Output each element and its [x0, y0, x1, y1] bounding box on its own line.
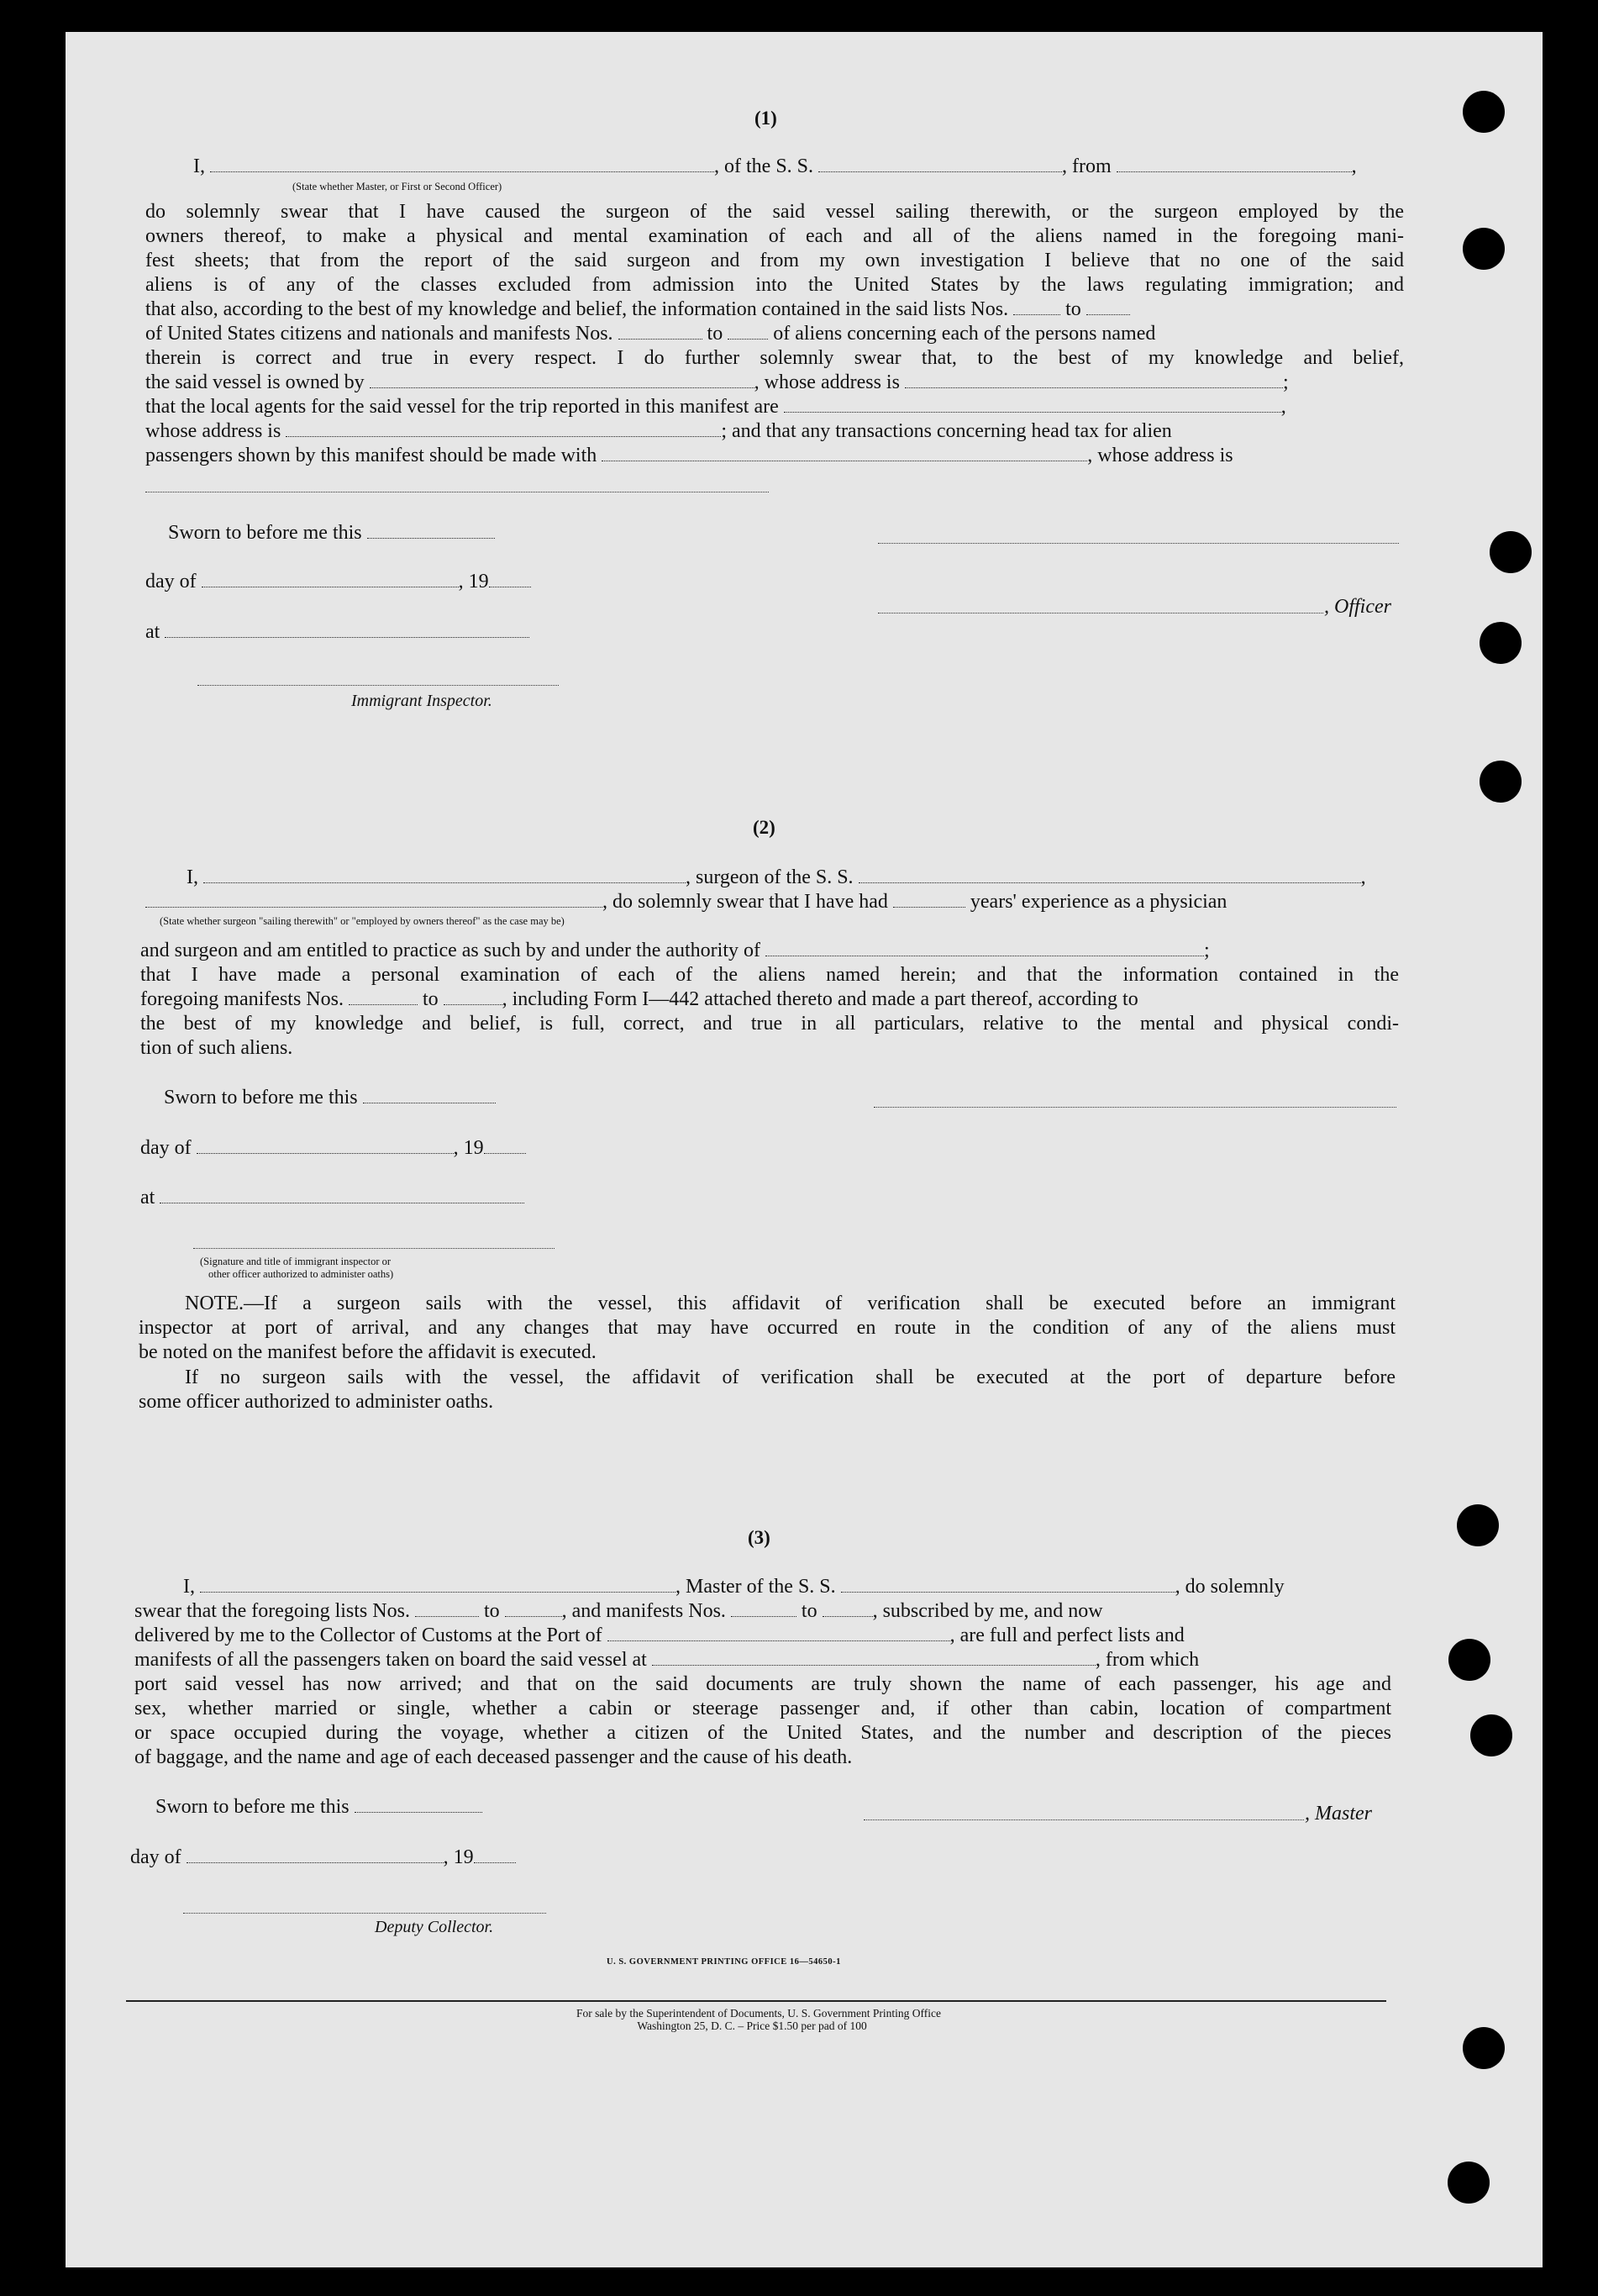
- port-of-arrival-field[interactable]: [607, 1625, 950, 1641]
- punch-hole: [1480, 761, 1522, 803]
- s2-vessel-name-field[interactable]: [859, 866, 1361, 883]
- s1-month-field[interactable]: [202, 571, 459, 587]
- s3-year-field[interactable]: [474, 1846, 516, 1863]
- s2-day: day of , 19: [140, 1136, 526, 1161]
- s3-sworn-day-field[interactable]: [355, 1796, 482, 1813]
- s1-line-5: that also, according to the best of my knowledge and belief, the information contained in the said lists Nos. to: [145, 298, 1130, 322]
- surgeon-name-field[interactable]: [203, 866, 686, 883]
- s1-line-10: whose address is ; and that any transactions concerning head tax for alien: [145, 420, 1172, 442]
- s1-sworn-day-field[interactable]: [367, 522, 495, 539]
- s1-line-11: passengers shown by this manifest should be made with , whose address is: [145, 445, 1233, 466]
- s1-line-3: fest sheets; that from the report of the said surgeon and from my own investigation I believe that no one of the said: [145, 250, 1404, 271]
- s2-signature-note-2: other officer authorized to administer oaths): [208, 1268, 394, 1280]
- s1-rank-note: (State whether Master, or First or Second Officer): [292, 181, 502, 192]
- s2-year-field[interactable]: [484, 1137, 526, 1154]
- s2-official-signature-line[interactable]: [193, 1247, 555, 1249]
- punch-hole: [1463, 228, 1505, 270]
- s3-deputy-collector-label: Deputy Collector.: [375, 1918, 494, 1936]
- section-1-number: (1): [754, 108, 777, 129]
- punch-hole: [1463, 91, 1505, 133]
- s3-vessel-name-field[interactable]: [841, 1576, 1175, 1593]
- s1-officer-signature-line-1[interactable]: [878, 542, 1399, 544]
- s3-line-2: delivered by me to the Collector of Customs at the Port of , are full and perfect lists and: [134, 1625, 1185, 1646]
- agents-address-field[interactable]: [286, 420, 721, 437]
- lists-from-field[interactable]: [1013, 298, 1060, 315]
- manifests-from-field[interactable]: [618, 323, 702, 340]
- s3-sworn: Sworn to before me this: [155, 1795, 482, 1819]
- s3-collector-signature-line[interactable]: [183, 1912, 546, 1914]
- s3-day: day of , 19: [130, 1846, 516, 1870]
- s3-manifests-from-field[interactable]: [731, 1600, 796, 1617]
- s3-line-6: or space occupied during the voyage, whether a citizen of the United States, and the number and description of the pieces: [134, 1722, 1391, 1744]
- s2-status-note: (State whether surgeon "sailing therewith" or "employed by owners thereof" as the case may be): [160, 915, 565, 927]
- s1-line-0: I, , of the S. S. , from ,: [193, 155, 1357, 177]
- s1-officer-label: , Officer: [1324, 596, 1391, 618]
- s2-line-4: foregoing manifests Nos. to , including Form I—442 attached thereto and made a part thereof, according to: [140, 988, 1138, 1010]
- s2-line-6: tion of such aliens.: [140, 1037, 293, 1059]
- s2-manifests-from-field[interactable]: [349, 988, 418, 1005]
- vessel-owner-field[interactable]: [370, 371, 754, 388]
- s2-note-line-2: inspector at port of arrival, and any changes that may have occurred en route in the condition of any of the aliens must: [139, 1317, 1396, 1339]
- s2-surgeon-signature-line[interactable]: [874, 1106, 1396, 1108]
- punch-hole: [1448, 2162, 1490, 2204]
- head-tax-contact-field[interactable]: [602, 445, 1087, 461]
- footer-rule: [126, 2000, 1386, 2002]
- s3-lists-to-field[interactable]: [505, 1600, 562, 1617]
- s1-officer-signature-line-2[interactable]: [878, 612, 1323, 613]
- section-2-number: (2): [753, 817, 775, 838]
- licensing-authority-field[interactable]: [765, 940, 1204, 956]
- s2-line-5: the best of my knowledge and belief, is full, correct, and true in all particulars, relative to the mental and physical condi-: [140, 1013, 1399, 1035]
- years-experience-field[interactable]: [893, 891, 965, 908]
- s1-year-field[interactable]: [489, 571, 531, 587]
- section-3-number: (3): [748, 1527, 770, 1548]
- punch-hole: [1470, 1714, 1512, 1756]
- s2-line-0: I, , surgeon of the S. S. ,: [187, 866, 1366, 888]
- s3-line-1: swear that the foregoing lists Nos. to , and manifests Nos. to , subscribed by me, and now: [134, 1600, 1103, 1622]
- s1-line-7: therein is correct and true in every respect. I do further solemnly swear that, to the best of my knowledge and belief,: [145, 347, 1404, 369]
- s1-line-6: of United States citizens and nationals and manifests Nos. to of aliens concerning each of the persons named: [145, 323, 1156, 345]
- sale-notice-1: For sale by the Superintendent of Documents, U. S. Government Printing Office: [576, 2007, 941, 2020]
- s2-note-line-5: some officer authorized to administer oaths.: [139, 1391, 494, 1413]
- s2-line-3: that I have made a personal examination of each of the aliens named herein; and that the information contained in the: [140, 964, 1399, 986]
- s1-at: at: [145, 620, 529, 645]
- s2-line-2: and surgeon and am entitled to practice as such by and under the authority of ;: [140, 940, 1210, 961]
- punch-hole: [1448, 1639, 1490, 1681]
- s3-line-4: port said vessel has now arrived; and that on the said documents are truly shown the name of each passenger, his age and: [134, 1673, 1391, 1695]
- s2-place-field[interactable]: [160, 1187, 524, 1203]
- s1-line-8: the said vessel is owned by , whose address is ;: [145, 371, 1289, 393]
- s1-inspector-label: Immigrant Inspector.: [351, 692, 492, 710]
- s2-note-line-3: be noted on the manifest before the affidavit is executed.: [139, 1341, 597, 1363]
- s3-line-7: of baggage, and the name and age of each deceased passenger and the cause of his death.: [134, 1746, 853, 1768]
- manifests-to-field[interactable]: [728, 323, 768, 340]
- s3-line-3: manifests of all the passengers taken on board the said vessel at , from which: [134, 1649, 1200, 1671]
- punch-hole: [1463, 2027, 1505, 2069]
- s2-note-line-4: If no surgeon sails with the vessel, the affidavit of verification shall be executed at the port of departure before: [185, 1367, 1396, 1388]
- s1-place-field[interactable]: [165, 621, 529, 638]
- s1-line-2: owners thereof, to make a physical and mental examination of each and all of the aliens named in the foregoing mani-: [145, 225, 1404, 247]
- departure-port-field[interactable]: [1117, 155, 1352, 172]
- s3-master-label: , Master: [1305, 1803, 1372, 1825]
- s2-month-field[interactable]: [197, 1137, 454, 1154]
- punch-hole: [1457, 1504, 1499, 1546]
- lists-to-field[interactable]: [1086, 298, 1130, 315]
- s1-line-1: do solemnly swear that I have caused the surgeon of the said vessel sailing therewith, or the surgeon employed by the: [145, 201, 1404, 223]
- s1-sworn: Sworn to before me this: [168, 521, 495, 545]
- s3-manifests-to-field[interactable]: [823, 1600, 873, 1617]
- s2-line-1: , do solemnly swear that I have had years' experience as a physician: [145, 890, 1227, 914]
- sale-notice-2: Washington 25, D. C. – Price $1.50 per pad of 100: [637, 2020, 867, 2032]
- head-tax-address-field[interactable]: [145, 491, 769, 492]
- s1-day: day of , 19: [145, 570, 531, 594]
- s2-manifests-to-field[interactable]: [444, 988, 502, 1005]
- s3-month-field[interactable]: [187, 1846, 444, 1863]
- s2-sworn-day-field[interactable]: [363, 1087, 496, 1103]
- local-agents-field[interactable]: [784, 396, 1281, 413]
- vessel-name-field[interactable]: [818, 155, 1062, 172]
- s1-line-4: aliens is of any of the classes excluded from admission into the United States by the laws regulating immigration; and: [145, 274, 1404, 296]
- s2-note-line-1: NOTE.—If a surgeon sails with the vessel, this affidavit of verification shall be executed before an immigrant: [185, 1293, 1396, 1314]
- printer-imprint: U. S. GOVERNMENT PRINTING OFFICE 16—54650-1: [607, 1957, 841, 1967]
- s3-master-signature-line[interactable]: [864, 1819, 1304, 1820]
- punch-hole: [1490, 531, 1532, 573]
- port-of-embarkation-field[interactable]: [652, 1649, 1096, 1666]
- punch-hole: [1480, 622, 1522, 664]
- officer-rank-field[interactable]: [210, 155, 714, 172]
- s2-sworn: Sworn to before me this: [164, 1086, 496, 1110]
- s1-inspector-signature-line[interactable]: [197, 684, 559, 686]
- s2-signature-note-1: (Signature and title of immigrant inspector or: [200, 1256, 392, 1267]
- s3-line-5: sex, whether married or single, whether a cabin or steerage passenger and, if other than cabin, location of compartment: [134, 1698, 1391, 1719]
- s3-line-0: I, , Master of the S. S. , do solemnly: [183, 1576, 1285, 1598]
- master-name-field[interactable]: [200, 1576, 675, 1593]
- surgeon-status-field[interactable]: [145, 891, 602, 908]
- s3-lists-from-field[interactable]: [415, 1600, 479, 1617]
- s1-line-9: that the local agents for the said vessel for the trip reported in this manifest are ,: [145, 396, 1286, 418]
- s2-at: at: [140, 1186, 524, 1210]
- owner-address-field[interactable]: [905, 371, 1283, 388]
